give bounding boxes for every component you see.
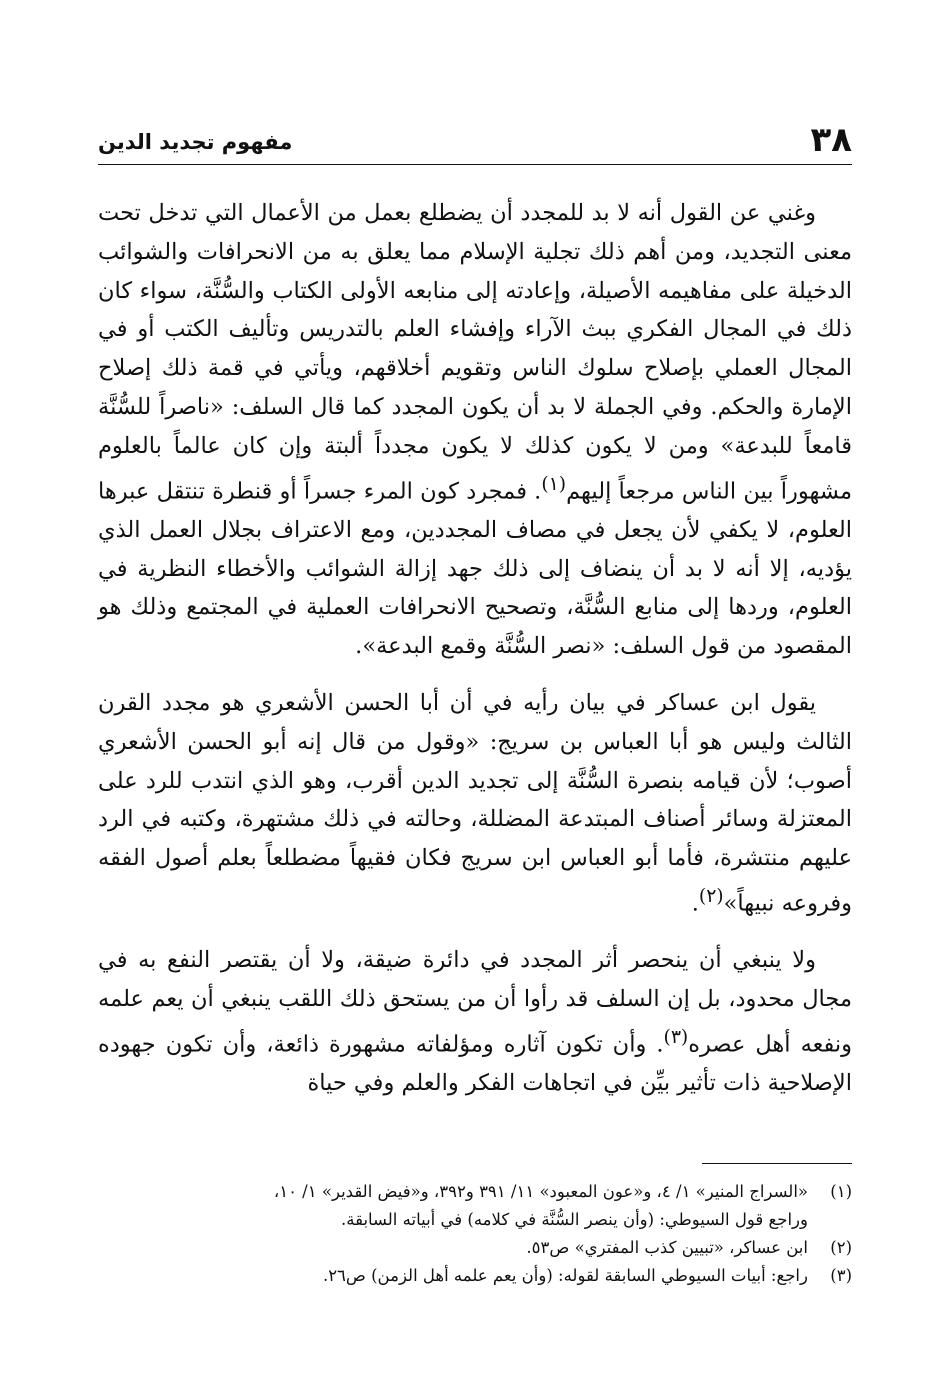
page-header (98, 118, 852, 174)
paragraph-1-text: وغني عن القول أنه لا بد للمجدد أن يضطلع بعمل من الأعمال التي تدخل تحت معنى التجديد، ومن أهم ذلك تجلية الإسلام مما يعلق به من الانحرافات والشوائب الدخيلة على مفاهيمه الأصيلة، وإعادته إلى منابعه الأولى الكتاب والسُّنَّة، سواء كان ذلك في المجال الفكري ببث الآراء وإفشاء العلم بالتدريس وتأليف الكتب أو في المجال العملي بإصلاح سلوك الناس وتقويم أخلاقهم، ويأتي في قمة ذلك إصلاح الإمارة والحكم. وفي الجملة لا بد أن يكون المجدد كما قال السلف: «ناصراً للسُّنَّة قامعاً للبدعة» ومن لا يكون كذلك لا يكون مجدداً ألبتة وإن كان عالماً بالعلوم مشهوراً بين الناس مرجعاً إليهم (98, 200, 852, 505)
footnote-1-number: (١) (830, 1182, 852, 1201)
paragraph-1-text-end: . فمجرد كون المرء جسراً أو قنطرة تنتقل عبرها العلوم، لا يكفي لأن يجعل في مصاف المجددين، ومع الاعتراف بجلال العمل الذي يؤديه، إلا أنه لا بد أن ينضاف إلى ذلك جهد إزالة الشوائب والأخطاء النظرية في العلوم، وردها إلى منابع السُّنَّة، وتصحيح الانحرافات العملية في المجتمع وذلك هو المقصود من قول السلف: «نصر السُّنَّة وقمع البدعة». (98, 478, 852, 660)
main-text (98, 194, 852, 1121)
paragraph-2-text-end: . (691, 890, 699, 917)
footnote-ref-2: (٢) (698, 886, 724, 908)
paragraph-2-text: يقول ابن عساكر في بيان رأيه في أن أبا الحسن الأشعري هو مجدد القرن الثالث وليس هو أبا العباس بن سريج: «وقول من قال إنه أبو الحسن الأشعري أصوب؛ لأن قيامه بنصرة السُّنَّة إلى تجديد الدين أقرب، وهو الذي انتدب للرد على المعتزلة وسائر أصناف المبتدعة المضللة، وحالته في ذلك مشتهرة، وكتبه في الرد عليهم منتشرة، فأما أبو العباس ابن سريج فكان فقيهاً مضطلعاً بعلم أصول الفقه وفروعه نبيهاً» (98, 690, 852, 917)
footnote-1-line-2: وراجع قول السيوطي: (وأن ينصر السُّنَّة في كلامه) في أبياته السابقة. (341, 1210, 808, 1229)
paragraph-3-text: ولا ينبغي أن ينحصر أثر المجدد في دائرة ضيقة، ولا أن يقتصر النفع به في مجال محدود، بل إن السلف قد رأوا أن من يستحق ذلك اللقب ينبغي أن يعم علمه ونفعه أهل عصره (98, 947, 853, 1058)
paragraph-3-text-end: . وأن تكون آثاره ومؤلفاته مشهورة ذائعة، وأن تكون جهوده الإصلاحية ذات تأثير بيِّن في اتجاهات الفكر والعلم وفي حياة (98, 1031, 852, 1097)
page-number: ٣٨ (810, 120, 852, 160)
paragraph-3 (98, 941, 852, 1103)
footnote-ref-1: (١) (541, 473, 567, 495)
footnote-3 (98, 1262, 852, 1290)
paragraph-2 (98, 684, 852, 923)
footnote-3-line-1: راجع: أبيات السيوطي السابقة لقوله: (وأن يعم علمه أهل الزمن) ص٢٦. (322, 1266, 808, 1285)
footnote-2 (98, 1234, 852, 1262)
running-title: مفهوم تجديد الدين (98, 130, 293, 154)
footnote-1 (98, 1178, 852, 1234)
footnote-2-number: (٢) (830, 1238, 852, 1257)
paragraph-1 (98, 194, 852, 666)
footnote-1-line-1: «السراج المنير» ١/ ٤، و«عون المعبود» ١١/ ٣٩١ و٣٩٢، و«فيض القدير» ١/ ١٠، (273, 1182, 808, 1201)
footnote-2-line-1: ابن عساكر، «تبيين كذب المفتري» ص٥٣. (526, 1238, 808, 1257)
footnotes (98, 1178, 852, 1290)
footnote-ref-3: (٣) (663, 1026, 689, 1048)
footnote-3-number: (٣) (830, 1266, 852, 1285)
footnote-rule (702, 1163, 852, 1164)
header-rule (98, 164, 852, 165)
